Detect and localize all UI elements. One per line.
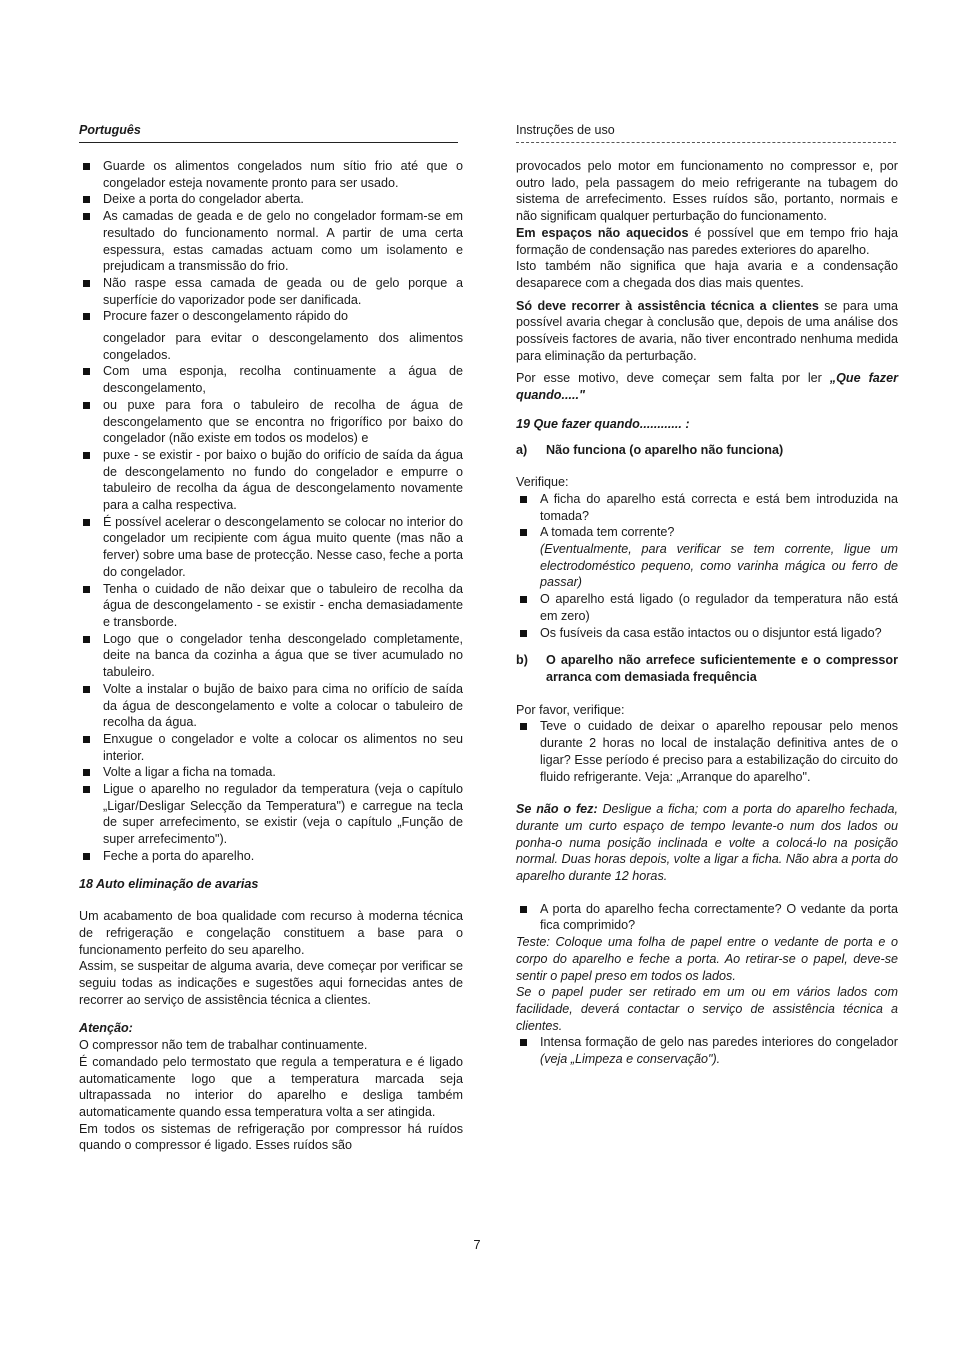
list-item: Procure fazer o descongelamento rápido do: [79, 308, 463, 325]
list-item: A ficha do aparelho está correcta e está bem introduzida na tomada?: [516, 491, 898, 524]
attention-heading: Atenção:: [79, 1021, 133, 1036]
list-item: Os fusíveis da casa estão intactos ou o disjuntor está ligado?: [516, 625, 898, 642]
subsection-a-heading: a) Não funciona (o aparelho não funciona): [516, 442, 784, 457]
list-item: A porta do aparelho fecha correctamente? O vedante da porta fica comprimido?: [516, 901, 898, 934]
subsection-b-checklist-2: [516, 901, 898, 934]
subsection-a-checklist: [516, 491, 898, 641]
please-verify-label: Por favor, verifique:: [516, 702, 625, 717]
subsection-b-checklist-3: [516, 1034, 898, 1067]
section-18-paragraph-2: Assim, se suspeitar de alguma avaria, deve começar por verificar se seguiu todas as indicações e sugestões aqui fornecidas antes de recorrer ao serviço de assistência técnica a clientes.: [79, 959, 463, 1007]
service-emphasis: Só deve recorrer à assistência técnica a clientes: [516, 298, 819, 313]
list-item: puxe - se existir - por baixo o bujão do orifício de saída da água de descongelamento no fundo do congelador e empurre o tabuleiro de recolha da água de descongelamento novamente para a calha respectiva.: [79, 447, 463, 514]
section-18-heading: 18 Auto eliminação de avarias: [79, 876, 259, 891]
service-paragraph: Só deve recorrer à assistência técnica a clientes se para uma possível avaria chegar à conclusão que, depois de uma análise dos possíveis factores de avaria, não tiver encontrado nenhuma medida para eliminação da perturbação.: [516, 298, 898, 363]
list-item: Feche a porta do aparelho.: [79, 848, 463, 865]
list-item: A tomada tem corrente? (Eventualmente, para verificar se tem corrente, ligue um electrodoméstico pequeno, como varinha mágica ou ferro de passar): [516, 524, 898, 591]
paper-test-paragraph: Teste: Coloque uma folha de papel entre o vedante de porta e o corpo do aparelho e feche a porta. Ao retirar-se o papel, deve-se sentir o papel preso em todos os lados.: [516, 935, 898, 983]
read-first-paragraph: Por esse motivo, deve começar sem falta por ler „Que fazer quando.....": [516, 371, 898, 403]
right-column: [516, 158, 898, 1068]
header-rule-left: [79, 142, 458, 143]
subsection-b-heading: b) O aparelho não arrefece suficientemente e o compressor arranca com demasiada frequência: [516, 653, 898, 684]
section-19-heading: 19 Que fazer quando............ :: [516, 416, 690, 431]
attention-paragraph-2: É comandado pelo termostato que regula a temperatura e é ligado automaticamente logo que a temperatura marcada seja ultrapassada no interior do aparelho e desliga também automaticamente quando essa temperatura volta a ser atingida.: [79, 1054, 463, 1119]
list-item: Ligue o aparelho no regulador da temperatura (veja o capítulo „Ligar/Desligar Selecção da Temperatura") e carregue na tecla de super arrefecimento, se existir (veja o capítulo „Função de super arrefecimento").: [79, 781, 463, 848]
noise-paragraph: provocados pelo motor em funcionamento no compressor e, por outro lado, pela passagem do meio refrigerante na tubagem do sistema de arrefecimento. Esses ruídos são, portanto, normais e não significam qualquer perturbação do funcionamento.: [516, 159, 898, 224]
list-item: Guarde os alimentos congelados num sítio frio até que o congelador esteja novamente pronto para ser usado.: [79, 158, 463, 191]
list-item: Com uma esponja, recolha continuamente a água de descongelamento,: [79, 363, 463, 396]
section-18-paragraph-1: Um acabamento de boa qualidade com recurso à moderna técnica de refrigeração e congelação constituem a base para o funcionamento perfeito do seu aparelho.: [79, 909, 463, 957]
header-rule-right: [516, 142, 896, 143]
list-item: O aparelho está ligado (o regulador da temperatura não está em zero): [516, 591, 898, 624]
defrost-bullet-list-b: [79, 363, 463, 864]
page-number: 7: [473, 1237, 481, 1252]
if-not-done-emphasis: Se não o fez:: [516, 802, 598, 817]
unheated-spaces-paragraph: Em espaços não aquecidos é possível que em tempo frio haja formação de condensação nas paredes exteriores do aparelho.: [516, 225, 898, 257]
subsection-b-checklist-1: [516, 718, 898, 785]
list-item: As camadas de geada e de gelo no congelador formam-se em resultado do funcionamento normal. A partir de uma certa espessura, estas camadas actuam como um isolamento e prejudicam a transmissão do frio.: [79, 208, 463, 275]
list-item: Volte a ligar a ficha na tomada.: [79, 764, 463, 781]
list-item: ou puxe para fora o tabuleiro de recolha de água de descongelamento que se encontra no frigorífico por baixo do congelador (não existe em todos os modelos) e: [79, 397, 463, 447]
list-continuation: congelador para evitar o descongelamento dos alimentos congelados.: [103, 331, 463, 362]
list-item: Volte a instalar o bujão de baixo para cima no orifício de saída da água de descongelamento e volte a colocar o tabuleiro de recolha da água.: [79, 681, 463, 731]
read-first-reference: „Que fazer quando.....": [516, 371, 898, 403]
list-item: Deixe a porta do congelador aberta.: [79, 191, 463, 208]
list-item: Tenha o cuidado de não deixar que o tabuleiro de recolha da água de descongelamento - se existir - encha demasiadamente e transborde.: [79, 581, 463, 631]
if-not-done-paragraph: Se não o fez: Desligue a ficha; com a porta do aparelho fechada, durante um curto espaço de tempo levante-o num dos lados ou ponha-o numa posição inclinada e volte a colocá-lo na posição normal. Duas horas depois, volte a ligar a ficha. Não abra a porta do aparelho durante 12 horas.: [516, 802, 898, 884]
defrost-bullet-list-a: [79, 158, 463, 325]
attention-paragraph-3: Em todos os sistemas de refrigeração por compressor há ruídos quando o compressor é ligado. Esses ruídos são: [79, 1121, 463, 1153]
list-item: Não raspe essa camada de geada ou de gelo porque a superfície do vaporizador pode ser danificada.: [79, 275, 463, 308]
list-item: Logo que o congelador tenha descongelado completamente, deite na banca da cozinha a água que se tiver acumulado no tabuleiro.: [79, 631, 463, 681]
list-item: Intensa formação de gelo nas paredes interiores do congelador (veja „Limpeza e conservação").: [516, 1034, 898, 1067]
no-fault-paragraph: Isto também não significa que haja avaria e a condensação desaparece com a chegada dos dias mais quentes.: [516, 259, 898, 290]
list-item: Teve o cuidado de deixar o aparelho repousar pelo menos durante 2 horas no local de instalação definitiva antes de o ligar? Esse período é preciso para a estabilização do circuito do fluido refrigerante. Veja: „Arranque do aparelho".: [516, 718, 898, 785]
section-language-header: Português: [79, 123, 141, 137]
cleaning-reference: (veja „Limpeza e conservação").: [540, 1052, 721, 1067]
document-title-header: Instruções de uso: [516, 123, 615, 137]
list-item: É possível acelerar o descongelamento se colocar no interior do congelador um recipiente com água muito quente (mas não a ferver) sobre uma base de protecção. Nesse caso, feche a porta do congelador.: [79, 514, 463, 581]
verify-label: Verifique:: [516, 475, 569, 490]
socket-test-note: (Eventualmente, para verificar se tem corrente, ligue um electrodoméstico pequeno, como varinha mágica ou ferro de passar): [540, 542, 898, 590]
attention-paragraph-1: O compressor não tem de trabalhar continuamente.: [79, 1038, 368, 1053]
paper-test-result-paragraph: Se o papel puder ser retirado em um ou em vários lados com facilidade, deverá contactar o serviço de assistência técnica a clientes.: [516, 985, 898, 1033]
unheated-spaces-emphasis: Em espaços não aquecidos: [516, 225, 689, 240]
left-column: [79, 158, 463, 1154]
list-item: Enxugue o congelador e volte a colocar os alimentos no seu interior.: [79, 731, 463, 764]
